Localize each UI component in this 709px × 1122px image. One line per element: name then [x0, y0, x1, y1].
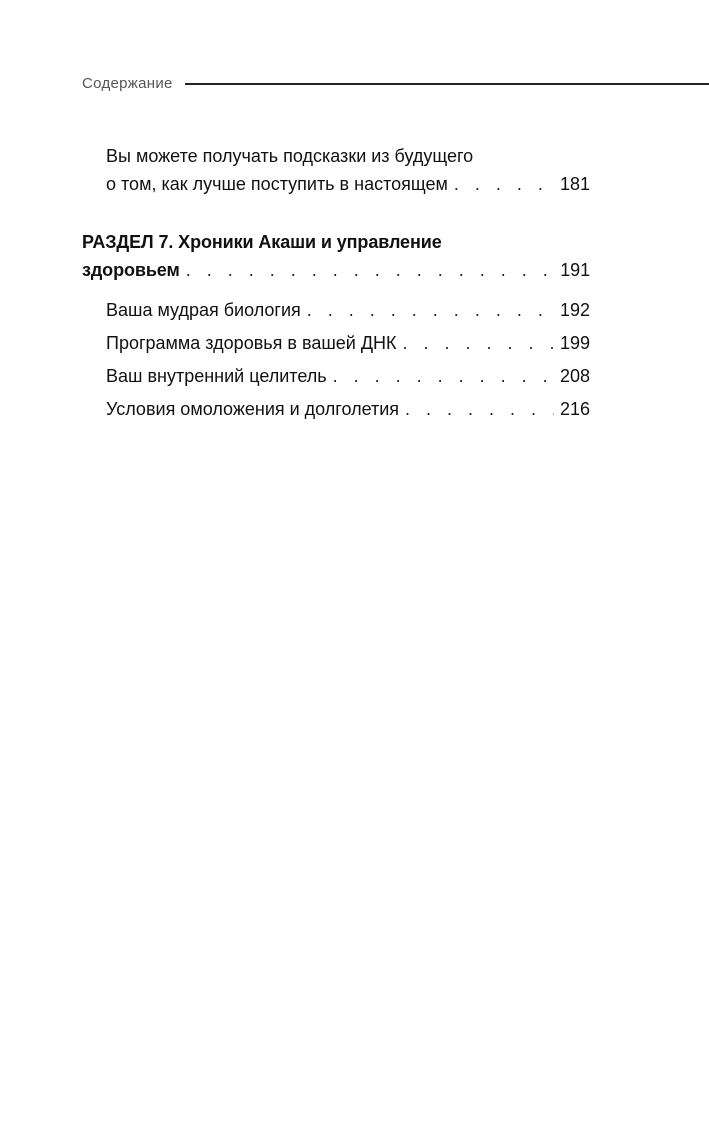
dot-leader	[333, 362, 554, 390]
toc-page-number: 208	[559, 366, 590, 386]
toc-entry-title-line2: о том, как лучше поступить в настоящем	[106, 174, 448, 194]
toc-entry-line	[106, 329, 590, 357]
dot-leader	[307, 296, 554, 324]
toc-section-line	[82, 256, 590, 284]
toc-entry-line	[106, 170, 590, 198]
toc-entry-title-line1: Вы можете получать подсказки из будущего	[106, 146, 474, 166]
toc-section-title-line1: РАЗДЕЛ 7. Хроники Акаши и управление	[82, 232, 442, 252]
toc-entry-line	[106, 142, 590, 170]
toc-entry-title: Ваша мудрая биология	[106, 300, 301, 320]
running-head-title: Содержание	[82, 74, 173, 92]
header-rule	[185, 83, 709, 85]
toc-entry-line	[106, 296, 590, 324]
toc-page-number: 181	[559, 174, 590, 194]
dot-leader	[405, 395, 554, 423]
dot-leader	[186, 256, 555, 284]
toc-entry-line	[106, 395, 590, 423]
toc-entry-line	[106, 362, 590, 390]
toc-section-line	[82, 228, 590, 256]
dot-leader	[454, 170, 554, 198]
toc-page-number: 192	[559, 300, 590, 320]
toc-entry-title: Условия омоложения и долголетия	[106, 399, 400, 419]
toc-entry-title: Ваш внутренний целитель	[106, 366, 327, 386]
toc-entry-title: Программа здоровья в вашей ДНК	[106, 333, 397, 353]
toc-section-title-line2: здоровьем	[82, 260, 180, 280]
running-head	[82, 73, 709, 93]
toc-page-number: 199	[559, 333, 590, 353]
toc-page-number: 191	[560, 260, 590, 280]
toc-page-number: 216	[559, 399, 590, 419]
dot-leader	[403, 329, 554, 357]
